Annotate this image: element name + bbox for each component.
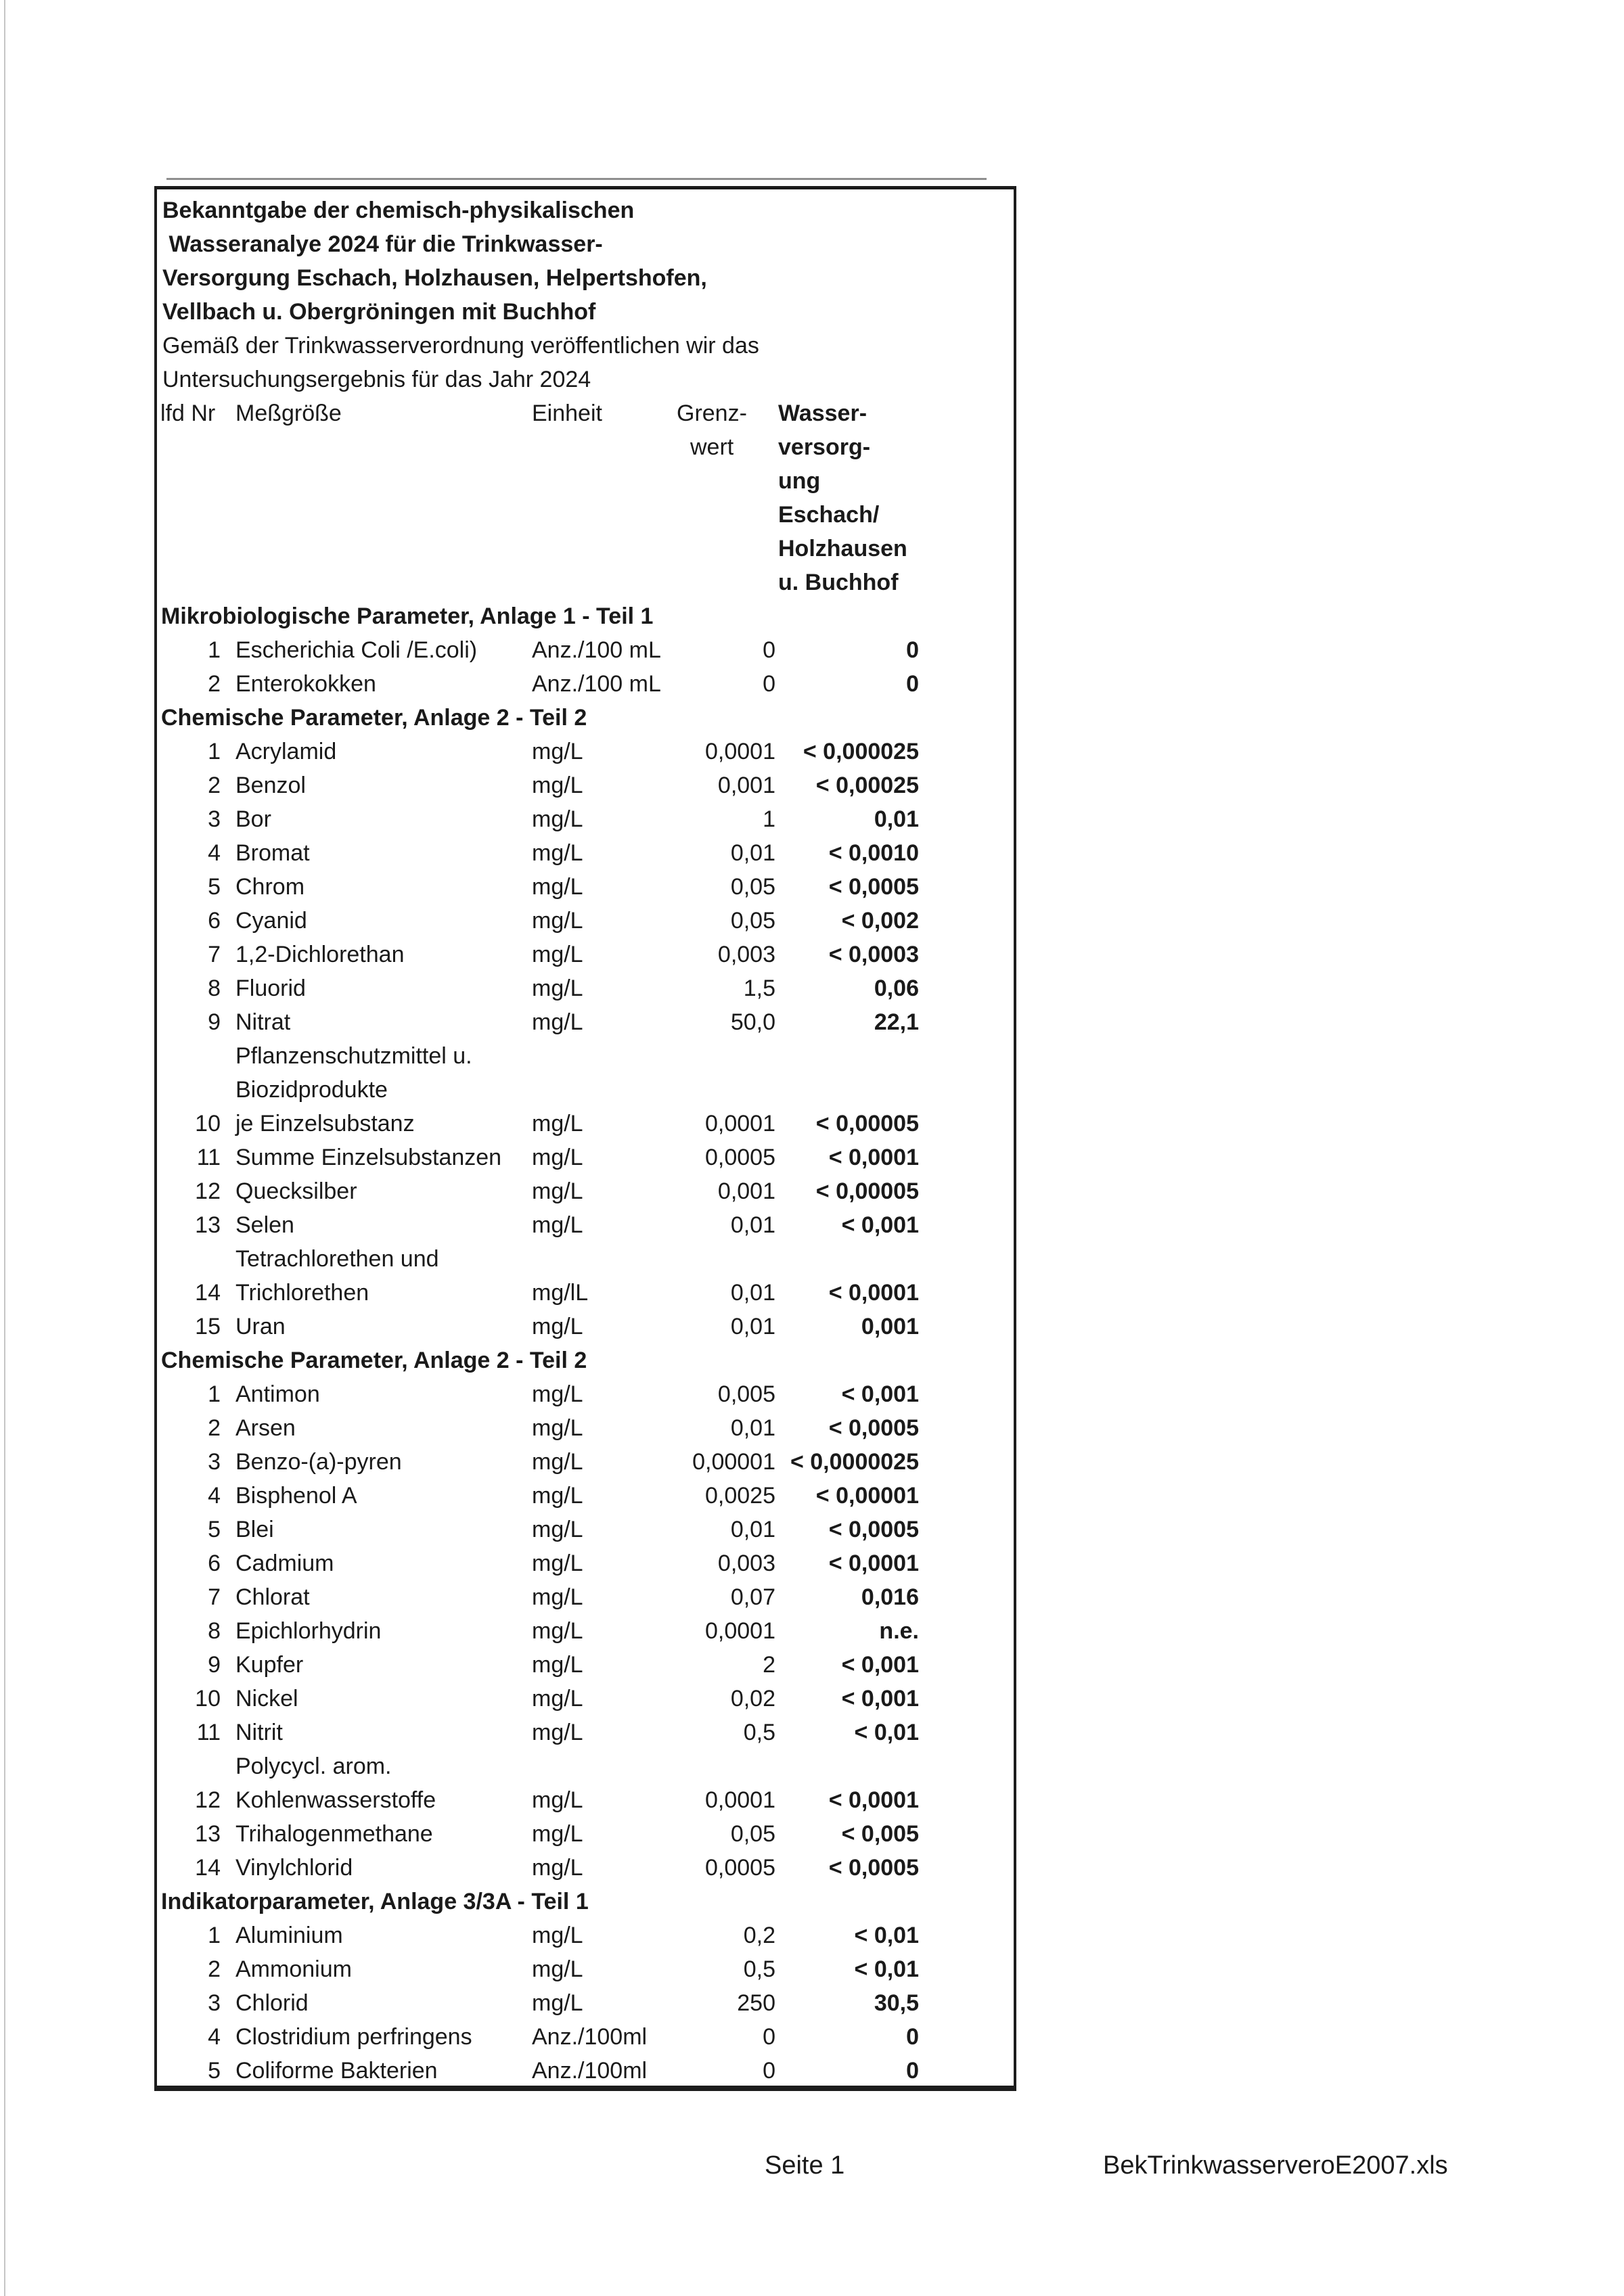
unit-value: mg/L <box>532 1990 583 2016</box>
row-number: 10 <box>195 1111 221 1136</box>
scan-line-artifact <box>166 178 987 180</box>
col-header-value: u. Buchhof <box>778 570 899 595</box>
unit-value: mg/L <box>532 1551 583 1576</box>
parameter-name: Epichlorhydrin <box>235 1618 382 1644</box>
limit-value: 50,0 <box>730 1009 775 1035</box>
col-header-value: ung <box>778 468 821 494</box>
limit-value: 0,0001 <box>705 1618 775 1644</box>
table-row <box>157 1986 1014 2020</box>
row-number: 13 <box>195 1821 221 1847</box>
parameter-name: Cyanid <box>235 908 307 934</box>
limit-value: 1,5 <box>743 975 775 1001</box>
unit-value: mg/L <box>532 1686 583 1712</box>
note-text: Pflanzenschutzmittel u. <box>235 1043 472 1069</box>
unit-value: mg/L <box>532 840 583 866</box>
scan-edge-artifact <box>4 0 5 2296</box>
limit-value: 0,0025 <box>705 1483 775 1509</box>
table-row <box>157 768 1014 802</box>
row-number: 3 <box>208 1449 221 1475</box>
unit-value: mg/L <box>532 1212 583 1238</box>
table-row <box>157 1614 1014 1648</box>
limit-value: 0,07 <box>730 1584 775 1610</box>
parameter-name: Uran <box>235 1314 286 1339</box>
limit-value: 0,001 <box>717 773 775 798</box>
parameter-name: Acrylamid <box>235 739 337 764</box>
measured-value: n.e. <box>879 1618 919 1644</box>
parameter-name: Vinylchlorid <box>235 1855 353 1881</box>
limit-value: 0,01 <box>730 1517 775 1542</box>
unit-value: mg/L <box>532 1314 583 1339</box>
limit-value: 0,0005 <box>705 1855 775 1881</box>
column-header-row <box>157 498 1014 532</box>
table-row <box>157 1783 1014 1817</box>
col-header-limit: Grenz- <box>677 400 747 426</box>
table-row <box>157 1682 1014 1716</box>
unit-value: mg/L <box>532 1956 583 1982</box>
limit-value: 0,5 <box>743 1956 775 1982</box>
row-number: 9 <box>208 1009 221 1035</box>
table-row <box>157 1648 1014 1682</box>
table-row <box>157 667 1014 701</box>
parameter-name: 1,2-Dichlorethan <box>235 942 405 967</box>
unit-value: mg/L <box>532 1111 583 1136</box>
table-row <box>157 1377 1014 1411</box>
limit-value: 0,05 <box>730 908 775 934</box>
limit-value: 0,00001 <box>692 1449 775 1475</box>
col-header-value: versorg- <box>778 434 871 460</box>
measured-value: < 0,000025 <box>803 739 919 764</box>
parameter-name: Antimon <box>235 1381 320 1407</box>
unit-value: mg/L <box>532 1584 583 1610</box>
limit-value: 0,2 <box>743 1923 775 1948</box>
col-header-value: Holzhausen <box>778 536 907 561</box>
limit-value: 0,02 <box>730 1686 775 1712</box>
measured-value: < 0,0001 <box>828 1145 919 1170</box>
parameter-name: Summe Einzelsubstanzen <box>235 1145 502 1170</box>
table-lines <box>157 193 1014 2088</box>
note-text: Tetrachlorethen und <box>235 1246 439 1272</box>
table-row <box>157 904 1014 938</box>
unit-value: mg/L <box>532 1381 583 1407</box>
table-row <box>157 802 1014 836</box>
measured-value: < 0,0000025 <box>790 1449 919 1475</box>
row-number: 4 <box>208 2024 221 2050</box>
unit-value: mg/L <box>532 1618 583 1644</box>
table-row <box>157 836 1014 870</box>
column-header-row <box>157 430 1014 464</box>
table-row <box>157 1952 1014 1986</box>
unit-value: mg/L <box>532 1483 583 1509</box>
col-header-limit: wert <box>690 434 734 460</box>
parameter-name: Chrom <box>235 874 305 900</box>
parameter-name: Nickel <box>235 1686 298 1712</box>
row-number: 14 <box>195 1855 221 1881</box>
row-number: 2 <box>208 1956 221 1982</box>
col-header-unit: Einheit <box>532 400 602 426</box>
row-number: 5 <box>208 874 221 900</box>
unit-value: mg/lL <box>532 1280 589 1306</box>
source-file-label: BekTrinkwasserveroE2007.xls <box>1103 2151 1448 2180</box>
parameter-name: Bromat <box>235 840 310 866</box>
parameter-name: Blei <box>235 1517 274 1542</box>
column-header-row <box>157 532 1014 566</box>
unit-value: Anz./100 mL <box>532 671 661 697</box>
measured-value: 0 <box>906 2058 919 2084</box>
parameter-name: Chlorid <box>235 1990 309 2016</box>
unit-value: mg/L <box>532 1923 583 1948</box>
measured-value: 0 <box>906 2024 919 2050</box>
row-number: 11 <box>196 1145 221 1170</box>
limit-value: 0 <box>763 671 775 697</box>
table-row <box>157 1851 1014 1885</box>
parameter-name: Trihalogenmethane <box>235 1821 433 1847</box>
unit-value: mg/L <box>532 1720 583 1745</box>
page-number-label: Seite 1 <box>765 2151 845 2180</box>
measured-value: < 0,001 <box>841 1212 919 1238</box>
limit-value: 0,003 <box>717 942 775 967</box>
table-row <box>157 1005 1014 1039</box>
table-row <box>157 2020 1014 2054</box>
unit-value: mg/L <box>532 1449 583 1475</box>
table-row <box>157 1445 1014 1479</box>
measured-value: 22,1 <box>874 1009 919 1035</box>
measured-value: < 0,0005 <box>828 1517 919 1542</box>
measured-value: < 0,00005 <box>815 1178 919 1204</box>
parameter-name: Kohlenwasserstoffe <box>235 1787 436 1813</box>
parameter-name: Bor <box>235 806 271 832</box>
row-number: 1 <box>208 739 221 764</box>
row-number: 8 <box>208 975 221 1001</box>
table-row <box>157 1141 1014 1174</box>
unit-value: mg/L <box>532 739 583 764</box>
limit-value: 0,0005 <box>705 1145 775 1170</box>
section-header-row: Chemische Parameter, Anlage 2 - Teil 2 <box>161 705 587 731</box>
measured-value: 0 <box>906 671 919 697</box>
row-number: 3 <box>208 806 221 832</box>
measured-value: < 0,0010 <box>828 840 919 866</box>
measured-value: < 0,001 <box>841 1652 919 1678</box>
row-number: 3 <box>208 1990 221 2016</box>
table-row <box>157 971 1014 1005</box>
measured-value: 0,016 <box>861 1584 919 1610</box>
row-number: 2 <box>208 773 221 798</box>
measured-value: < 0,0001 <box>828 1551 919 1576</box>
document-title-line: Bekanntgabe der chemisch-physikalischen <box>162 198 635 223</box>
row-number: 1 <box>208 1923 221 1948</box>
measured-value: 0,001 <box>861 1314 919 1339</box>
table-row <box>157 1174 1014 1208</box>
unit-value: mg/L <box>532 806 583 832</box>
table-row <box>157 1817 1014 1851</box>
table-row <box>157 1479 1014 1513</box>
limit-value: 0,001 <box>717 1178 775 1204</box>
table-row <box>157 1310 1014 1344</box>
limit-value: 0,0001 <box>705 1787 775 1813</box>
row-number: 2 <box>208 671 221 697</box>
parameter-name: Clostridium perfringens <box>235 2024 472 2050</box>
row-number: 1 <box>208 1381 221 1407</box>
section-header-row: Chemische Parameter, Anlage 2 - Teil 2 <box>161 1348 587 1373</box>
row-number: 6 <box>208 1551 221 1576</box>
measured-value: < 0,00001 <box>815 1483 919 1509</box>
row-number: 5 <box>208 2058 221 2084</box>
parameter-name: Benzol <box>235 773 306 798</box>
table-row <box>157 735 1014 768</box>
limit-value: 0,5 <box>743 1720 775 1745</box>
parameter-name: Selen <box>235 1212 294 1238</box>
note-row <box>157 1242 1014 1276</box>
limit-value: 0,0001 <box>705 1111 775 1136</box>
column-header-row <box>157 464 1014 498</box>
document-title-line: Untersuchungsergebnis für das Jahr 2024 <box>162 367 591 392</box>
parameter-name: Nitrit <box>235 1720 283 1745</box>
note-text: Polycycl. arom. <box>235 1753 392 1779</box>
measured-value: 0 <box>906 637 919 663</box>
measured-value: < 0,0005 <box>828 1855 919 1881</box>
col-header-nr: lfd Nr <box>160 400 216 426</box>
row-number: 6 <box>208 908 221 934</box>
measured-value: < 0,00025 <box>815 773 919 798</box>
measured-value: < 0,0001 <box>828 1280 919 1306</box>
limit-value: 1 <box>763 806 775 832</box>
measured-value: < 0,01 <box>854 1956 919 1982</box>
table-row <box>157 938 1014 971</box>
unit-value: Anz./100ml <box>532 2058 648 2084</box>
document-title-line: Vellbach u. Obergröningen mit Buchhof <box>162 299 596 325</box>
row-number: 1 <box>208 637 221 663</box>
unit-value: mg/L <box>532 942 583 967</box>
parameter-name: Coliforme Bakterien <box>235 2058 438 2084</box>
limit-value: 0,005 <box>717 1381 775 1407</box>
parameter-name: Escherichia Coli /E.coli) <box>235 637 478 663</box>
limit-value: 0,0001 <box>705 739 775 764</box>
limit-value: 0,05 <box>730 874 775 900</box>
parameter-name: Cadmium <box>235 1551 334 1576</box>
limit-value: 0,01 <box>730 1415 775 1441</box>
measured-value: 30,5 <box>874 1990 919 2016</box>
row-number: 8 <box>208 1618 221 1644</box>
column-header-row <box>157 566 1014 599</box>
col-header-name: Meßgröße <box>235 400 342 426</box>
parameter-name: Trichlorethen <box>235 1280 369 1306</box>
parameter-name: Quecksilber <box>235 1178 357 1204</box>
parameter-name: Aluminium <box>235 1923 343 1948</box>
parameter-name: Enterokokken <box>235 671 376 697</box>
table-row <box>157 870 1014 904</box>
row-number: 7 <box>208 1584 221 1610</box>
table-row <box>157 1513 1014 1546</box>
measured-value: < 0,0003 <box>828 942 919 967</box>
section-header-row: Mikrobiologische Parameter, Anlage 1 - Teil 1 <box>161 603 654 629</box>
parameter-name: Fluorid <box>235 975 306 1001</box>
limit-value: 0,01 <box>730 1212 775 1238</box>
unit-value: Anz./100 mL <box>532 637 661 663</box>
limit-value: 0,01 <box>730 1314 775 1339</box>
limit-value: 0,05 <box>730 1821 775 1847</box>
unit-value: Anz./100ml <box>532 2024 648 2050</box>
row-number: 5 <box>208 1517 221 1542</box>
measured-value: < 0,00005 <box>815 1111 919 1136</box>
measured-value: 0,01 <box>874 806 919 832</box>
limit-value: 0,01 <box>730 840 775 866</box>
parameter-name: Chlorat <box>235 1584 310 1610</box>
unit-value: mg/L <box>532 975 583 1001</box>
limit-value: 0 <box>763 2058 775 2084</box>
section-header-row: Indikatorparameter, Anlage 3/3A - Teil 1 <box>161 1889 589 1914</box>
measured-value: < 0,01 <box>854 1720 919 1745</box>
limit-value: 0 <box>763 2024 775 2050</box>
table-row <box>157 1276 1014 1310</box>
measured-value: < 0,005 <box>841 1821 919 1847</box>
note-row <box>157 1073 1014 1107</box>
row-number: 15 <box>195 1314 221 1339</box>
row-number: 9 <box>208 1652 221 1678</box>
limit-value: 0,003 <box>717 1551 775 1576</box>
parameter-name: Bisphenol A <box>235 1483 357 1509</box>
row-number: 4 <box>208 1483 221 1509</box>
parameter-name: Nitrat <box>235 1009 291 1035</box>
unit-value: mg/L <box>532 908 583 934</box>
row-number: 2 <box>208 1415 221 1441</box>
row-number: 13 <box>195 1212 221 1238</box>
row-number: 7 <box>208 942 221 967</box>
parameter-name: Kupfer <box>235 1652 304 1678</box>
unit-value: mg/L <box>532 1787 583 1813</box>
measured-value: < 0,0001 <box>828 1787 919 1813</box>
unit-value: mg/L <box>532 773 583 798</box>
measured-value: < 0,0005 <box>828 1415 919 1441</box>
parameter-name: je Einzelsubstanz <box>235 1111 415 1136</box>
col-header-value: Eschach/ <box>778 502 880 528</box>
note-text: Biozidprodukte <box>235 1077 388 1103</box>
unit-value: mg/L <box>532 1415 583 1441</box>
unit-value: mg/L <box>532 1178 583 1204</box>
parameter-name: Arsen <box>235 1415 296 1441</box>
note-row <box>157 1749 1014 1783</box>
document-title-line: Versorgung Eschach, Holzhausen, Helpertshofen, <box>162 265 707 291</box>
column-header-row <box>157 396 1014 430</box>
table-row <box>157 1546 1014 1580</box>
limit-value: 250 <box>737 1990 775 2016</box>
unit-value: mg/L <box>532 1652 583 1678</box>
measured-value: < 0,001 <box>841 1686 919 1712</box>
measured-value: 0,06 <box>874 975 919 1001</box>
row-number: 10 <box>195 1686 221 1712</box>
measured-value: < 0,01 <box>854 1923 919 1948</box>
row-number: 12 <box>195 1178 221 1204</box>
document-title-line: Wasseranalye 2024 für die Trinkwasser- <box>162 231 603 257</box>
unit-value: mg/L <box>532 1517 583 1542</box>
limit-value: 2 <box>763 1652 775 1678</box>
parameter-name: Ammonium <box>235 1956 352 1982</box>
table-row <box>157 1208 1014 1242</box>
table-row <box>157 1580 1014 1614</box>
measured-value: < 0,001 <box>841 1381 919 1407</box>
limit-value: 0 <box>763 637 775 663</box>
table-row <box>157 1411 1014 1445</box>
unit-value: mg/L <box>532 1821 583 1847</box>
measured-value: < 0,0005 <box>828 874 919 900</box>
measured-value: < 0,002 <box>841 908 919 934</box>
row-number: 4 <box>208 840 221 866</box>
table-row <box>157 633 1014 667</box>
unit-value: mg/L <box>532 874 583 900</box>
unit-value: mg/L <box>532 1009 583 1035</box>
parameter-name: Benzo-(a)-pyren <box>235 1449 402 1475</box>
note-row <box>157 1039 1014 1073</box>
table-row <box>157 1919 1014 1952</box>
row-number: 12 <box>195 1787 221 1813</box>
row-number: 11 <box>196 1720 221 1745</box>
table-row <box>157 1107 1014 1141</box>
col-header-value: Wasser- <box>778 400 867 426</box>
unit-value: mg/L <box>532 1855 583 1881</box>
water-analysis-table <box>154 186 1016 2091</box>
row-number: 14 <box>195 1280 221 1306</box>
table-row <box>157 1716 1014 1749</box>
document-title-line: Gemäß der Trinkwasserverordnung veröffentlichen wir das <box>162 333 759 359</box>
limit-value: 0,01 <box>730 1280 775 1306</box>
table-row <box>157 2054 1014 2088</box>
unit-value: mg/L <box>532 1145 583 1170</box>
